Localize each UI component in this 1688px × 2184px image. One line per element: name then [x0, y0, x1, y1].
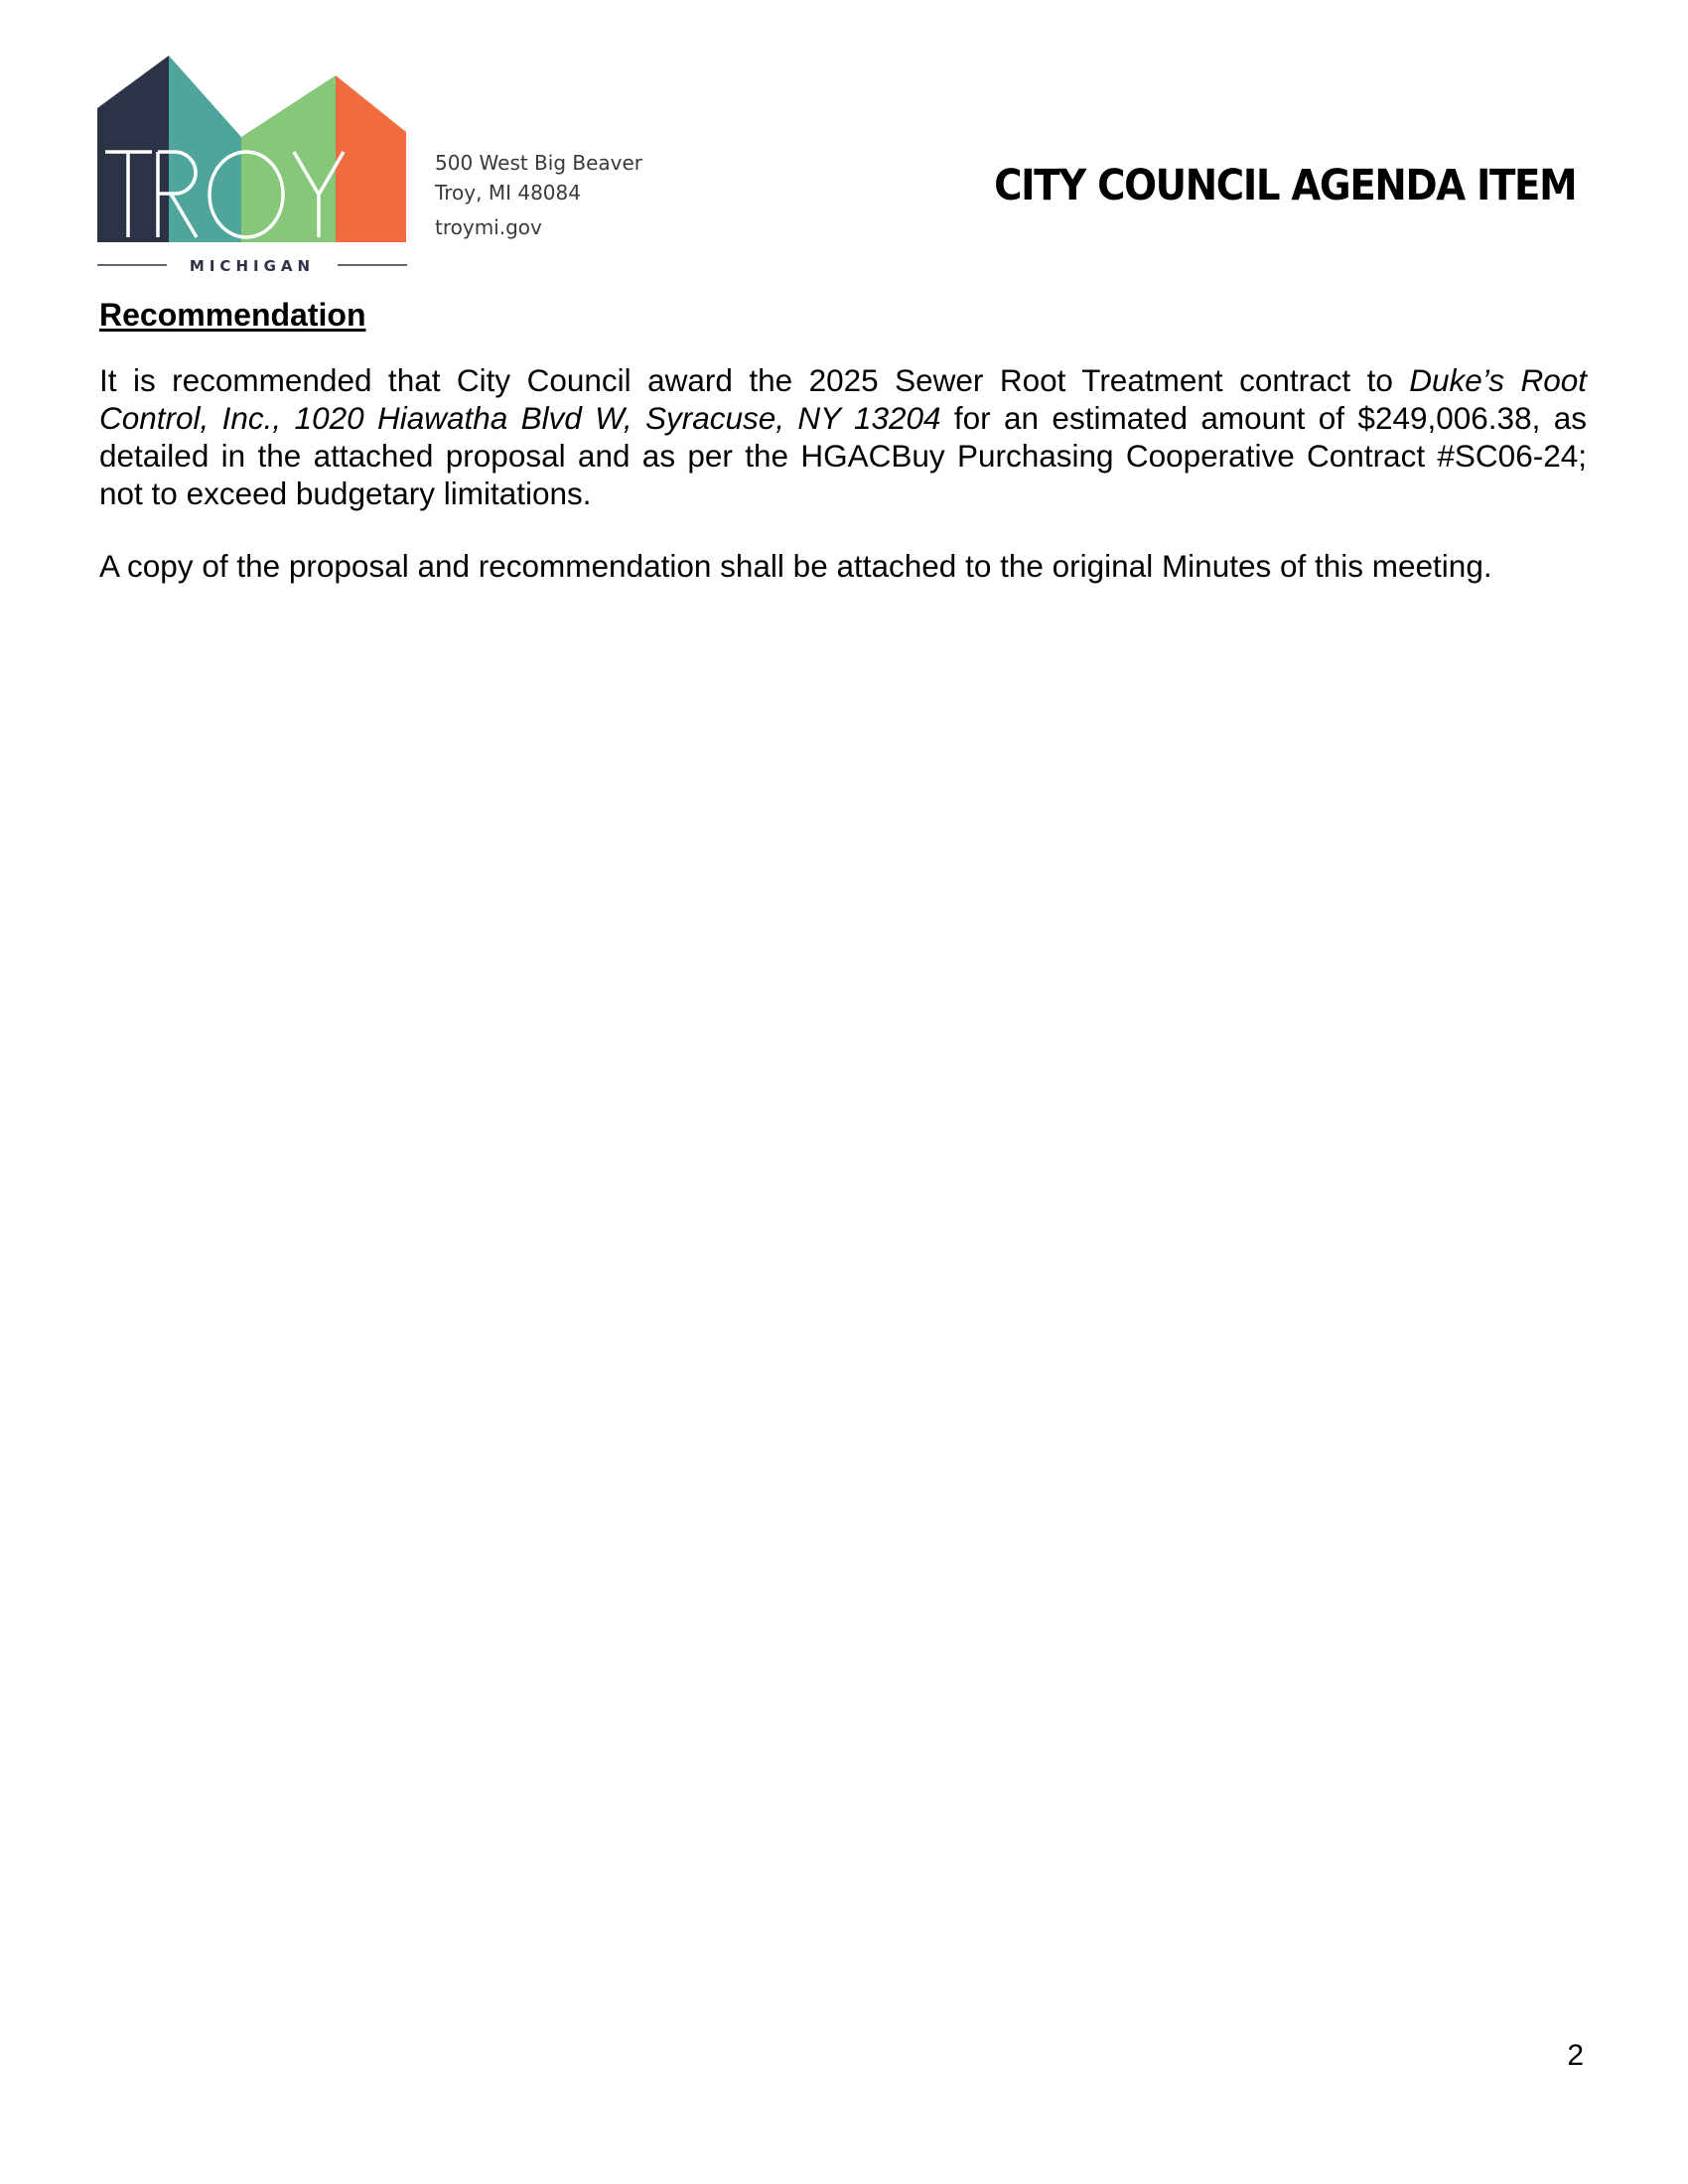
recommendation-text-start: It is recommended that City Council award the 2025 Sewer Root Treatment contract to — [99, 362, 1410, 398]
recommendation-paragraph — [99, 361, 1587, 512]
city-state-zip: Troy, MI 48084 — [435, 181, 581, 205]
contractor-name-address: Duke’s Root Control, Inc., 1020 Hiawatha Blvd W, Syracuse, NY 13204 — [99, 362, 1587, 436]
website-link[interactable]: troymi.gov — [435, 215, 542, 239]
minutes-paragraph: A copy of the proposal and recommendation shall be attached to the original Minutes of this meeting. — [99, 548, 1492, 584]
recommendation-text-end: for an estimated amount of $249,006.38, as detailed in the attached proposal and as per the HGACBuy Purchasing Cooperative Contract #SC06-24; not to exceed budgetary limitations. — [99, 400, 1587, 511]
city-address — [435, 148, 642, 242]
recommendation-heading: Recommendation — [99, 297, 366, 333]
troy-michigan-logo — [97, 56, 410, 274]
street-address: 500 West Big Beaver — [435, 151, 643, 175]
logo-subtext: MICHIGAN — [189, 257, 316, 274]
page-number: 2 — [1567, 2039, 1584, 2072]
document-title: CITY COUNCIL AGENDA ITEM — [993, 161, 1576, 210]
